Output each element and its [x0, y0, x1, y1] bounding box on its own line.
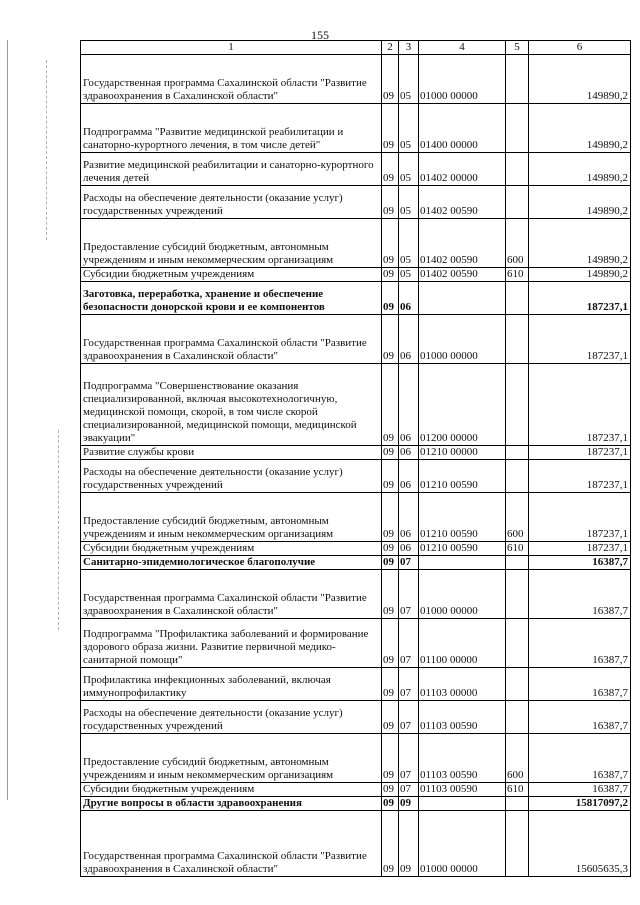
table-row	[81, 281, 631, 314]
row-section-code: 09	[382, 618, 399, 667]
row-expense-type	[506, 810, 529, 876]
row-expense-type	[506, 796, 529, 810]
row-target-article: 01402 00590	[419, 186, 506, 219]
column-number-row	[81, 41, 631, 55]
row-amount: 149890,2	[529, 268, 631, 282]
row-subsection-code: 07	[399, 733, 419, 782]
table-row	[81, 55, 631, 104]
table-row	[81, 492, 631, 541]
row-subsection-code: 05	[399, 186, 419, 219]
row-expense-type: 600	[506, 219, 529, 268]
table-row	[81, 618, 631, 667]
row-target-article	[419, 555, 506, 569]
column-header: 5	[506, 41, 529, 55]
column-header: 6	[529, 41, 631, 55]
row-name: Профилактика инфекционных заболеваний, включая иммунопрофилактику	[81, 667, 382, 700]
row-target-article: 01210 00000	[419, 445, 506, 459]
table-row	[81, 459, 631, 492]
row-section-code: 09	[382, 541, 399, 555]
row-expense-type	[506, 281, 529, 314]
row-subsection-code: 06	[399, 445, 419, 459]
table-row	[81, 186, 631, 219]
budget-table	[80, 40, 631, 877]
row-section-code: 09	[382, 363, 399, 445]
row-name: Предоставление субсидий бюджетным, автономным учреждениям и иным некоммерческим организациям	[81, 733, 382, 782]
row-amount: 187237,1	[529, 314, 631, 363]
row-name: Субсидии бюджетным учреждениям	[81, 268, 382, 282]
row-name: Расходы на обеспечение деятельности (оказание услуг) государственных учреждений	[81, 459, 382, 492]
row-target-article: 01103 00590	[419, 782, 506, 796]
row-section-code: 09	[382, 492, 399, 541]
row-section-code: 09	[382, 186, 399, 219]
row-amount: 149890,2	[529, 104, 631, 153]
row-expense-type	[506, 55, 529, 104]
row-target-article: 01103 00590	[419, 733, 506, 782]
row-target-article: 01200 00000	[419, 363, 506, 445]
row-section-code: 09	[382, 219, 399, 268]
row-section-code: 09	[382, 667, 399, 700]
row-expense-type	[506, 618, 529, 667]
page-number: 155	[311, 28, 329, 42]
row-name: Подпрограмма "Совершенствование оказания специализированной, включая высокотехнологичную, медицинской помощи, скорой, в том числе скорой специализированной, медицинской помощи, медицинской эвакуации"	[81, 363, 382, 445]
row-expense-type	[506, 363, 529, 445]
row-section-code: 09	[382, 153, 399, 186]
row-amount: 16387,7	[529, 569, 631, 618]
column-header: 1	[81, 41, 382, 55]
row-amount: 149890,2	[529, 55, 631, 104]
row-target-article: 01103 00000	[419, 667, 506, 700]
row-expense-type	[506, 104, 529, 153]
row-expense-type	[506, 314, 529, 363]
table-row	[81, 541, 631, 555]
row-amount: 16387,7	[529, 700, 631, 733]
row-subsection-code: 09	[399, 796, 419, 810]
table-row	[81, 268, 631, 282]
row-section-code: 09	[382, 445, 399, 459]
row-expense-type	[506, 700, 529, 733]
row-subsection-code: 05	[399, 219, 419, 268]
scan-fold-line	[46, 60, 47, 240]
scan-edge-line	[7, 40, 8, 800]
row-amount: 15817097,2	[529, 796, 631, 810]
row-name: Государственная программа Сахалинской области "Развитие здравоохранения в Сахалинской области"	[81, 55, 382, 104]
row-subsection-code: 05	[399, 104, 419, 153]
row-amount: 16387,7	[529, 782, 631, 796]
row-subsection-code: 09	[399, 810, 419, 876]
row-subsection-code: 07	[399, 782, 419, 796]
row-section-code: 09	[382, 459, 399, 492]
row-subsection-code: 07	[399, 618, 419, 667]
row-section-code: 09	[382, 733, 399, 782]
row-amount: 187237,1	[529, 492, 631, 541]
row-expense-type: 600	[506, 733, 529, 782]
row-name: Развитие службы крови	[81, 445, 382, 459]
row-section-code: 09	[382, 281, 399, 314]
row-subsection-code: 05	[399, 268, 419, 282]
row-expense-type	[506, 153, 529, 186]
row-subsection-code: 07	[399, 569, 419, 618]
row-expense-type	[506, 667, 529, 700]
row-subsection-code: 06	[399, 363, 419, 445]
row-expense-type: 610	[506, 782, 529, 796]
row-expense-type	[506, 569, 529, 618]
row-section-code: 09	[382, 810, 399, 876]
row-name: Государственная программа Сахалинской области "Развитие здравоохранения в Сахалинской области"	[81, 810, 382, 876]
row-section-code: 09	[382, 55, 399, 104]
row-subsection-code: 06	[399, 541, 419, 555]
table-row	[81, 700, 631, 733]
row-target-article	[419, 281, 506, 314]
row-target-article: 01000 00000	[419, 314, 506, 363]
row-target-article: 01402 00590	[419, 268, 506, 282]
table-row	[81, 569, 631, 618]
row-subsection-code: 06	[399, 492, 419, 541]
row-expense-type	[506, 459, 529, 492]
row-amount: 15605635,3	[529, 810, 631, 876]
row-subsection-code: 06	[399, 314, 419, 363]
table-row	[81, 363, 631, 445]
row-target-article: 01400 00000	[419, 104, 506, 153]
row-target-article: 01402 00000	[419, 153, 506, 186]
row-target-article	[419, 796, 506, 810]
table-row	[81, 314, 631, 363]
column-header: 3	[399, 41, 419, 55]
row-amount: 16387,7	[529, 555, 631, 569]
row-amount: 149890,2	[529, 153, 631, 186]
row-section-code: 09	[382, 796, 399, 810]
row-subsection-code: 07	[399, 667, 419, 700]
row-subsection-code: 07	[399, 555, 419, 569]
row-target-article: 01210 00590	[419, 492, 506, 541]
row-amount: 187237,1	[529, 363, 631, 445]
table-row	[81, 153, 631, 186]
row-subsection-code: 06	[399, 281, 419, 314]
row-name: Предоставление субсидий бюджетным, автономным учреждениям и иным некоммерческим организациям	[81, 219, 382, 268]
column-header: 4	[419, 41, 506, 55]
row-subsection-code: 05	[399, 153, 419, 186]
table-row	[81, 104, 631, 153]
row-name: Санитарно-эпидемиологическое благополучие	[81, 555, 382, 569]
row-expense-type: 600	[506, 492, 529, 541]
row-subsection-code: 06	[399, 459, 419, 492]
row-expense-type	[506, 555, 529, 569]
row-amount: 149890,2	[529, 186, 631, 219]
row-section-code: 09	[382, 104, 399, 153]
row-name: Субсидии бюджетным учреждениям	[81, 541, 382, 555]
row-section-code: 09	[382, 569, 399, 618]
row-amount: 16387,7	[529, 733, 631, 782]
row-target-article: 01210 00590	[419, 541, 506, 555]
row-target-article: 01402 00590	[419, 219, 506, 268]
row-amount: 187237,1	[529, 281, 631, 314]
table-row	[81, 219, 631, 268]
row-name: Заготовка, переработка, хранение и обеспечение безопасности донорской крови и ее компонентов	[81, 281, 382, 314]
row-amount: 16387,7	[529, 618, 631, 667]
row-section-code: 09	[382, 555, 399, 569]
row-amount: 187237,1	[529, 541, 631, 555]
table-row	[81, 555, 631, 569]
row-expense-type	[506, 186, 529, 219]
row-name: Предоставление субсидий бюджетным, автономным учреждениям и иным некоммерческим организациям	[81, 492, 382, 541]
row-expense-type: 610	[506, 541, 529, 555]
row-name: Расходы на обеспечение деятельности (оказание услуг) государственных учреждений	[81, 700, 382, 733]
scan-fold-line	[58, 430, 59, 630]
row-name: Расходы на обеспечение деятельности (оказание услуг) государственных учреждений	[81, 186, 382, 219]
row-section-code: 09	[382, 700, 399, 733]
row-name: Субсидии бюджетным учреждениям	[81, 782, 382, 796]
row-section-code: 09	[382, 782, 399, 796]
row-amount: 149890,2	[529, 219, 631, 268]
row-subsection-code: 07	[399, 700, 419, 733]
row-name: Подпрограмма "Профилактика заболеваний и формирование здорового образа жизни. Развитие первичной медико-санитарной помощи"	[81, 618, 382, 667]
row-target-article: 01100 00000	[419, 618, 506, 667]
row-expense-type	[506, 445, 529, 459]
row-amount: 187237,1	[529, 445, 631, 459]
row-name: Государственная программа Сахалинской области "Развитие здравоохранения в Сахалинской области"	[81, 569, 382, 618]
row-name: Подпрограмма "Развитие медицинской реабилитации и санаторно-курортного лечения, в том числе детей"	[81, 104, 382, 153]
row-target-article: 01210 00590	[419, 459, 506, 492]
row-amount: 16387,7	[529, 667, 631, 700]
row-name: Другие вопросы в области здравоохранения	[81, 796, 382, 810]
row-target-article: 01000 00000	[419, 569, 506, 618]
row-section-code: 09	[382, 268, 399, 282]
row-name: Развитие медицинской реабилитации и санаторно-курортного лечения детей	[81, 153, 382, 186]
row-subsection-code: 05	[399, 55, 419, 104]
table-row	[81, 796, 631, 810]
table-row	[81, 810, 631, 876]
table-row	[81, 733, 631, 782]
row-target-article: 01000 00000	[419, 55, 506, 104]
table-row	[81, 445, 631, 459]
column-header: 2	[382, 41, 399, 55]
row-target-article: 01103 00590	[419, 700, 506, 733]
row-amount: 187237,1	[529, 459, 631, 492]
row-target-article: 01000 00000	[419, 810, 506, 876]
row-expense-type: 610	[506, 268, 529, 282]
row-section-code: 09	[382, 314, 399, 363]
row-name: Государственная программа Сахалинской области "Развитие здравоохранения в Сахалинской области"	[81, 314, 382, 363]
table-row	[81, 667, 631, 700]
table-row	[81, 782, 631, 796]
